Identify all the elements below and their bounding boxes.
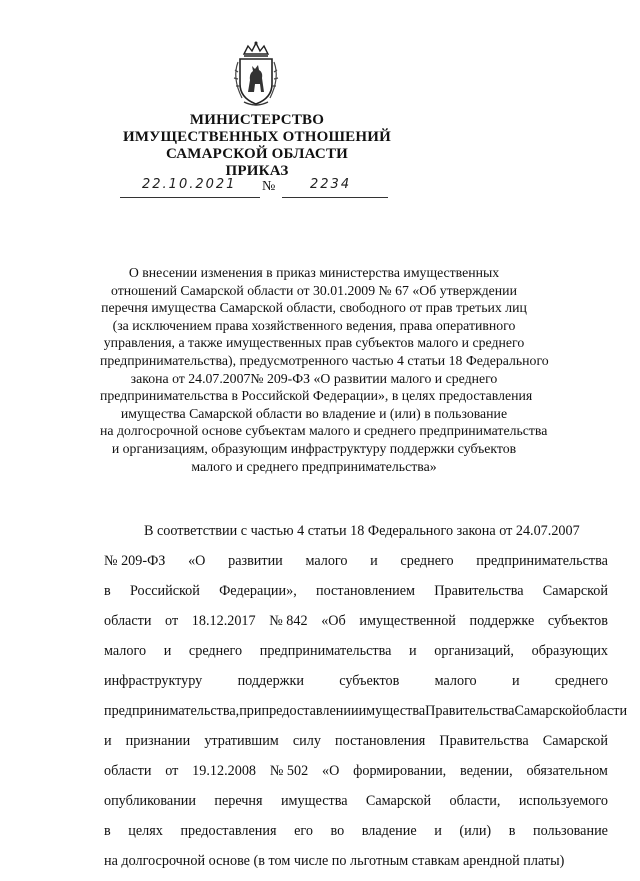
body-word: области: [104, 613, 152, 629]
body-word: Правительства: [439, 733, 529, 749]
title-line: отношений Самарской области от 30.01.2009 № 67 «Об утверждении: [111, 282, 517, 298]
body-word: предоставлении: [261, 703, 359, 719]
body-word: признании: [125, 733, 191, 749]
body-word: предоставления: [180, 823, 277, 839]
body-word: № 502: [269, 763, 309, 779]
body-word: образующих: [531, 643, 608, 659]
body-word: и: [370, 553, 378, 569]
body-line: [104, 666, 608, 696]
body-word: на долгосрочной основе (в том числе по льготным ставкам арендной платы): [104, 853, 565, 869]
body-word: целях: [128, 823, 163, 839]
order-number-field: [282, 175, 388, 198]
order-title: [100, 264, 549, 475]
body-word: силу: [292, 733, 321, 749]
body-word: области: [579, 703, 628, 719]
body-paragraph: [104, 516, 628, 876]
body-word: поддержки: [237, 673, 304, 689]
body-line: [104, 576, 608, 606]
title-line: на долгосрочной основе субъектам малого и среднего предпринимательства: [100, 423, 548, 439]
body-line: [104, 546, 608, 576]
body-word: предпринимательства: [259, 643, 392, 659]
title-line: малого и среднего предпринимательства»: [191, 458, 437, 474]
body-word: и: [434, 823, 442, 839]
body-word: владение: [361, 823, 417, 839]
body-word: Самарской: [514, 703, 580, 719]
header-line-region: САМАРСКОЙ ОБЛАСТИ: [165, 146, 349, 162]
title-line: перечня имущества Самарской области, свободного от прав третьих лиц: [101, 300, 527, 316]
body-word: «Об: [321, 613, 346, 629]
body-word: Российской: [129, 583, 200, 599]
title-line: управления, а также имущественных прав субъектов малого и среднего: [103, 335, 525, 351]
number-sign: №: [262, 179, 276, 194]
body-word: «О: [188, 553, 206, 569]
body-word: субъектов: [547, 613, 608, 629]
title-line: закона от 24.07.2007№ 209-ФЗ «О развитии малого и среднего: [130, 370, 498, 386]
header-line-property-relations: ИМУЩЕСТВЕННЫХ ОТНОШЕНИЙ: [123, 129, 391, 145]
body-word: от: [165, 763, 179, 779]
body-word: утратившим: [204, 733, 279, 749]
body-word: поддержке: [469, 613, 535, 629]
body-word: и: [511, 673, 520, 689]
body-word: «О: [322, 763, 340, 779]
body-line: [104, 696, 628, 726]
body-word: перечня: [214, 793, 263, 809]
header-line-order: ПРИКАЗ: [225, 163, 289, 179]
body-word: малого: [305, 553, 348, 569]
body-word: 19.12.2008: [192, 763, 257, 779]
body-word: ведении,: [460, 763, 513, 779]
header-line-ministry: МИНИСТЕРСТВО: [189, 112, 325, 128]
body-word: среднего: [554, 673, 608, 689]
body-line: [104, 846, 608, 876]
body-line: [104, 816, 608, 846]
body-word: инфраструктуру: [104, 673, 203, 689]
body-word: № 209-ФЗ: [104, 553, 166, 569]
body-word: во: [330, 823, 345, 839]
title-line: О внесении изменения в приказ министерства имущественных: [128, 265, 500, 280]
body-word: среднего: [188, 643, 243, 659]
body-word: 18.12.2017: [191, 613, 256, 629]
body-word: в: [104, 583, 111, 599]
body-word: опубликовании: [104, 793, 196, 809]
body-word: Самарской: [542, 733, 608, 749]
body-word: в: [104, 823, 111, 839]
body-word: постановления: [335, 733, 426, 749]
body-word: его: [294, 823, 313, 839]
ministry-header: [0, 112, 514, 180]
body-word: малого: [434, 673, 477, 689]
body-word: имущества: [358, 703, 426, 719]
body-word: № 842: [269, 613, 308, 629]
body-word: и: [163, 643, 172, 659]
coat-of-arms-emblem: [228, 40, 284, 108]
body-word: области,: [449, 793, 501, 809]
body-word: от: [165, 613, 179, 629]
body-word: постановлением: [315, 583, 416, 599]
body-word: имущества: [280, 793, 348, 809]
body-word: малого: [104, 643, 147, 659]
body-word: имущественной: [359, 613, 456, 629]
body-line: [104, 756, 608, 786]
body-word: организаций,: [434, 643, 514, 659]
title-line: (за исключением права хозяйственного ведения, права оперативного: [112, 317, 516, 333]
body-word: развитии: [228, 553, 283, 569]
body-line: [104, 606, 608, 636]
body-word: формировании,: [353, 763, 447, 779]
body-word: области: [104, 763, 152, 779]
order-date-field: [120, 175, 260, 198]
body-word: Правительства: [425, 703, 515, 719]
title-line: имущества Самарской области во владение и (или) в пользование: [120, 405, 508, 421]
title-line: предпринимательства в Российской Федерации», в целях предоставления: [100, 388, 533, 404]
body-word: предпринимательства,: [104, 703, 240, 719]
body-word: пользование: [533, 823, 608, 839]
body-word: обязательном: [526, 763, 608, 779]
body-line: [104, 786, 608, 816]
body-line: [104, 516, 608, 546]
body-word: (или): [459, 823, 492, 839]
body-word: Самарской: [542, 583, 608, 599]
body-word: предпринимательства: [476, 553, 608, 569]
order-date: 22.10.2021: [142, 177, 237, 192]
body-word: и: [104, 733, 112, 749]
body-word: используемого: [518, 793, 608, 809]
body-word: В соответствии с частью 4 статьи 18 Федерального закона от 24.07.2007: [144, 523, 580, 539]
order-number: 2234: [310, 177, 352, 192]
body-word: субъектов: [339, 673, 400, 689]
body-word: среднего: [400, 553, 454, 569]
body-word: и: [409, 643, 417, 659]
title-line: предпринимательства), предусмотренного частью 4 статьи 18 Федерального: [100, 352, 549, 368]
body-line: [104, 726, 608, 756]
title-line: и организациям, образующим инфраструктуру поддержки субъектов: [111, 440, 517, 456]
body-word: Правительства: [434, 583, 524, 599]
body-word: Федерации»,: [219, 583, 297, 599]
body-line: [104, 636, 608, 666]
body-word: в: [508, 823, 516, 839]
body-word: при: [239, 703, 262, 719]
body-word: Самарской: [365, 793, 432, 809]
